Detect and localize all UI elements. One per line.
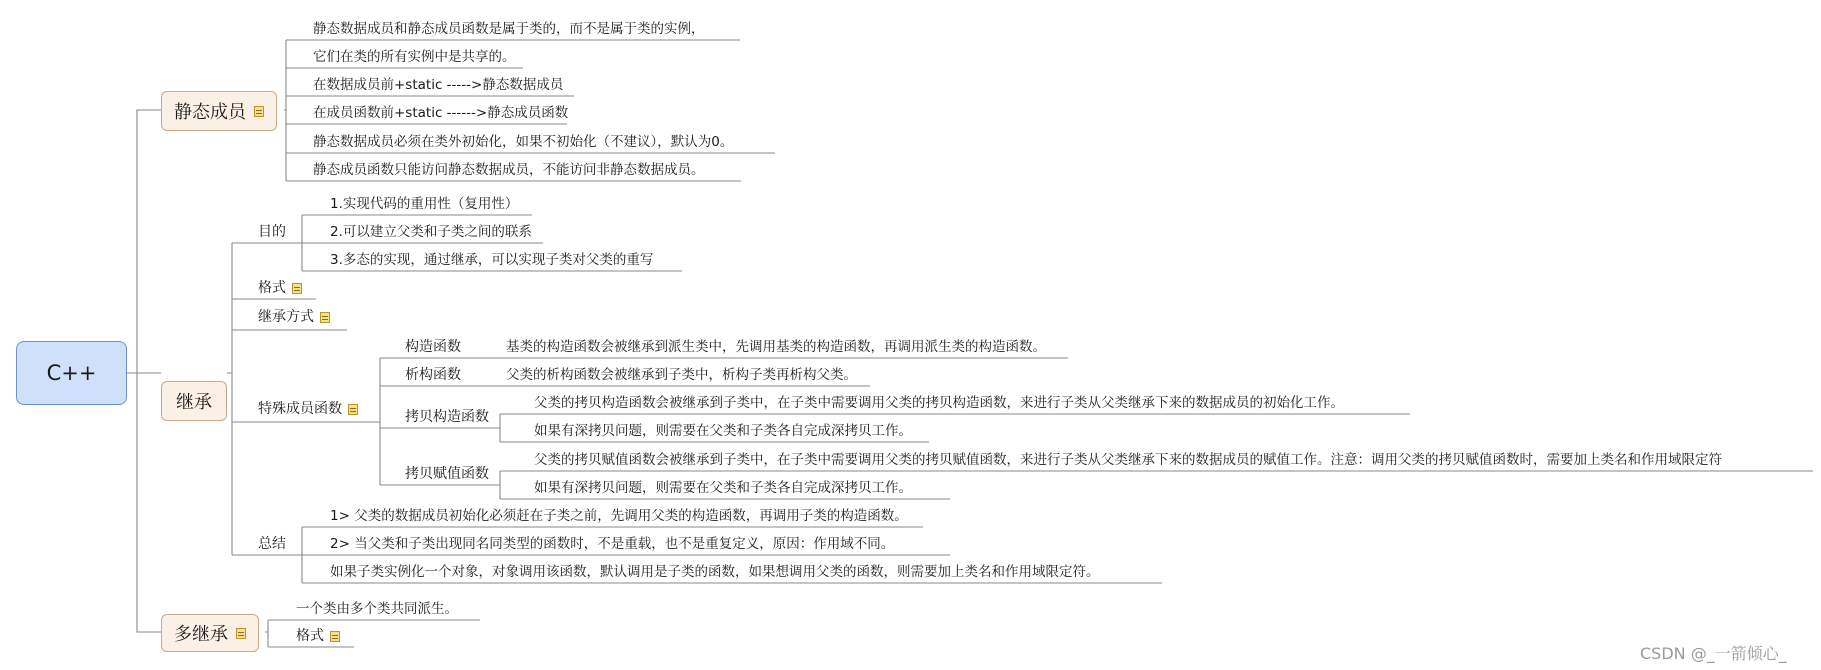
summary-item-1: 1> 父类的数据成员初始化必须赶在子类之前，先调用父类的构造函数，再调用子类的构造函数。 bbox=[330, 508, 908, 524]
special-functions-label: 特殊成员函数 bbox=[258, 401, 342, 417]
format-node[interactable] bbox=[258, 279, 302, 297]
destructor-text: 父类的析构函数会被继承到子类中，析构子类再析构父类。 bbox=[506, 367, 857, 383]
static-item-2: 它们在类的所有实例中是共享的。 bbox=[313, 49, 516, 65]
purpose-item-2: 2.可以建立父类和子类之间的联系 bbox=[330, 224, 532, 240]
copy-constructor-item-1: 父类的拷贝构造函数会被继承到子类中，在子类中需要调用父类的拷贝构造函数，来进行子类从父类继承下来的数据成员的初始化工作。 bbox=[534, 395, 1344, 411]
multiple-inheritance-item-1: 一个类由多个类共同派生。 bbox=[296, 601, 458, 617]
inheritance-label: 继承 bbox=[176, 392, 212, 413]
multiple-format-label: 格式 bbox=[296, 628, 324, 644]
multiple-format-node[interactable] bbox=[296, 627, 340, 645]
summary-item-3: 如果子类实例化一个对象，对象调用该函数，默认调用是子类的函数，如果想调用父类的函数，则需要加上类名和作用域限定符。 bbox=[330, 564, 1100, 580]
note-icon[interactable] bbox=[292, 283, 302, 294]
purpose-item-1: 1.实现代码的重用性（复用性） bbox=[330, 196, 519, 212]
static-item-1: 静态数据成员和静态成员函数是属于类的，而不是属于类的实例， bbox=[313, 21, 705, 37]
inheritance-mode-label: 继承方式 bbox=[258, 309, 314, 325]
multiple-inheritance-label: 多继承 bbox=[174, 624, 228, 645]
static-members-label: 静态成员 bbox=[174, 102, 246, 123]
summary-label[interactable]: 总结 bbox=[258, 536, 286, 552]
static-item-4: 在成员函数前+static ------>静态成员函数 bbox=[313, 105, 569, 121]
purpose-label[interactable]: 目的 bbox=[258, 224, 286, 240]
copy-assign-item-1: 父类的拷贝赋值函数会被继承到子类中，在子类中需要调用父类的拷贝赋值函数，来进行子类从父类继承下来的数据成员的赋值工作。注意：调用父类的拷贝赋值函数时，需要加上类名和作用域限定符 bbox=[534, 452, 1722, 468]
note-icon[interactable] bbox=[236, 628, 246, 639]
root-node[interactable] bbox=[16, 341, 127, 405]
note-icon[interactable] bbox=[330, 631, 340, 642]
branch-inheritance[interactable] bbox=[161, 381, 227, 421]
note-icon[interactable] bbox=[320, 312, 330, 323]
copy-constructor-item-2: 如果有深拷贝问题，则需要在父类和子类各自完成深拷贝工作。 bbox=[534, 423, 912, 439]
format-label: 格式 bbox=[258, 280, 286, 296]
special-functions-node[interactable] bbox=[258, 400, 358, 418]
note-icon[interactable] bbox=[254, 106, 264, 117]
copy-assign-item-2: 如果有深拷贝问题，则需要在父类和子类各自完成深拷贝工作。 bbox=[534, 480, 912, 496]
root-label: C++ bbox=[46, 361, 97, 385]
purpose-item-3: 3.多态的实现，通过继承，可以实现子类对父类的重写 bbox=[330, 252, 654, 268]
summary-item-2: 2> 当父类和子类出现同名同类型的函数时，不是重载，也不是重复定义，原因：作用域不同。 bbox=[330, 536, 895, 552]
branch-static-members[interactable] bbox=[161, 91, 277, 131]
destructor-label[interactable]: 析构函数 bbox=[405, 367, 461, 383]
constructor-text: 基类的构造函数会被继承到派生类中，先调用基类的构造函数，再调用派生类的构造函数。 bbox=[506, 339, 1046, 355]
copy-constructor-label[interactable]: 拷贝构造函数 bbox=[405, 409, 489, 425]
static-item-6: 静态成员函数只能访问静态数据成员，不能访问非静态数据成员。 bbox=[313, 162, 705, 178]
note-icon[interactable] bbox=[348, 404, 358, 415]
branch-multiple-inheritance[interactable] bbox=[161, 614, 259, 652]
inheritance-mode-node[interactable] bbox=[258, 308, 330, 326]
copy-assign-label[interactable]: 拷贝赋值函数 bbox=[405, 466, 489, 482]
constructor-label[interactable]: 构造函数 bbox=[405, 339, 461, 355]
static-item-5: 静态数据成员必须在类外初始化，如果不初始化（不建议），默认为0。 bbox=[313, 134, 734, 150]
watermark: CSDN @_一箭倾心_ bbox=[1640, 644, 1787, 663]
static-item-3: 在数据成员前+static ----->静态数据成员 bbox=[313, 77, 564, 93]
